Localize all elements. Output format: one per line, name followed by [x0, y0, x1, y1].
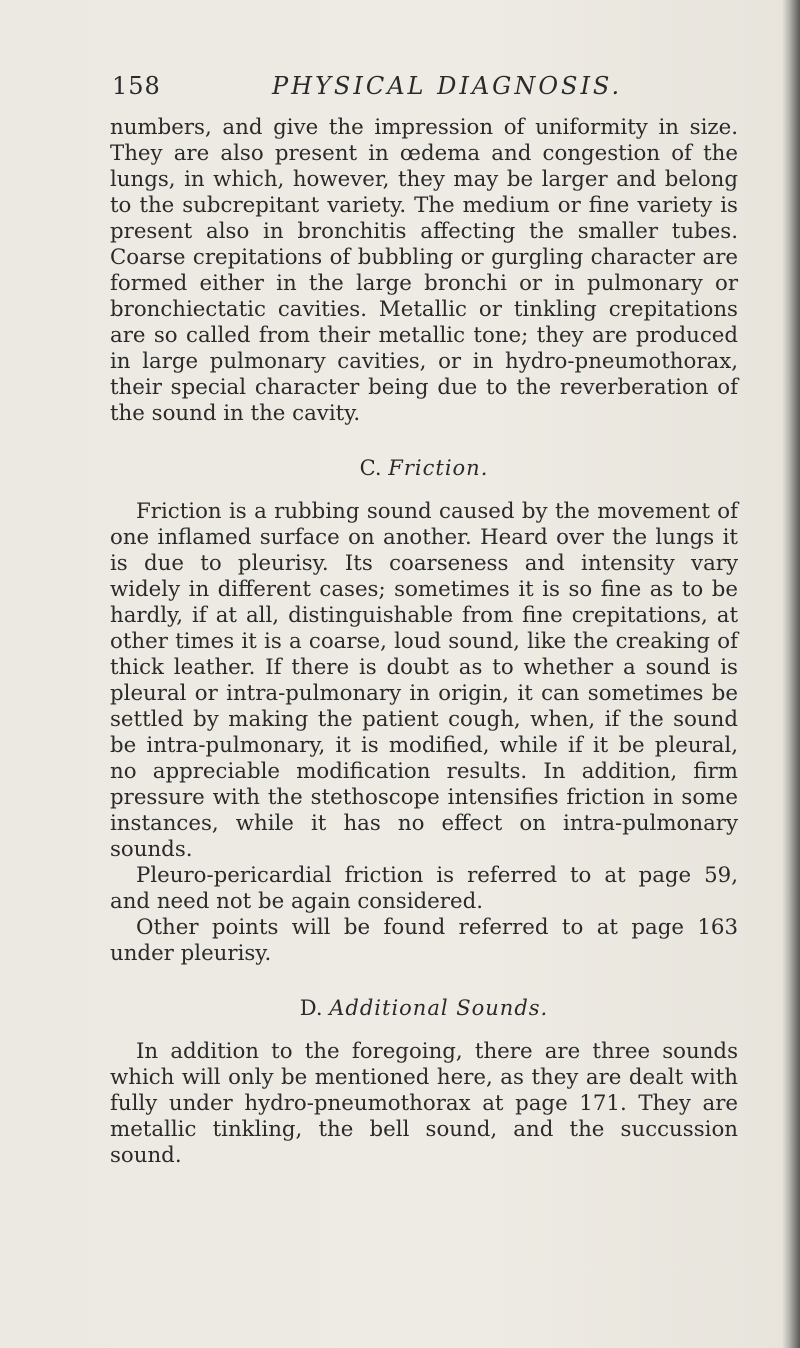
- paragraph: In addition to the foregoing, there are three sounds which will only be mentioned here, as they are dealt with fully under hydro-pneumothorax at page 171. They are metallic tinkling, the bell sound, and the succussion sound.: [110, 1039, 738, 1168]
- paragraph: Friction is a rubbing sound caused by the movement of one inflamed surface on another. Heard over the lungs it is due to pleurisy. Its coarseness and intensity vary widely in different cases; sometimes it is so fine as to be hardly, if at all, distinguishable from fine crepitations, at other times it is a coarse, loud sound, like the creaking of thick leather. If there is doubt as to whether a sound is pleural or intra-pulmonary in origin, it can sometimes be settled by making the patient cough, when, if the sound be intra-pulmonary, it is modified, while if it be pleural, no appreciable modification results. In addition, firm pressure with the stethoscope intensifies friction in some instances, while it has no effect on intra-pulmonary sounds.: [110, 499, 738, 862]
- section-letter: D.: [299, 996, 323, 1020]
- section-letter: C.: [359, 456, 382, 480]
- section-heading-friction: [110, 455, 738, 481]
- paragraph: Pleuro-pericardial friction is referred to at page 59, and need not be again considered.: [110, 863, 738, 914]
- opening-paragraph: numbers, and give the impression of uniformity in size. They are also present in œdema and congestion of the lungs, in which, however, they may be larger and belong to the subcrepitant variety. The medium or fine variety is present also in bronchitis affecting the smaller tubes. Coarse crepitations of bubbling or gurgling character are formed either in the large bronchi or in pulmonary or bronchiectatic cavities. Metallic or tinkling crepitations are so called from their metallic tone; they are produced in large pulmonary cavities, or in hydro-pneumothorax, their special character being due to the reverberation of the sound in the cavity.: [110, 115, 738, 426]
- text-block: [110, 115, 738, 1169]
- section-title: Friction.: [388, 456, 489, 480]
- paragraph: Other points will be found referred to at page 163 under pleurisy.: [110, 915, 738, 966]
- running-head: [112, 72, 752, 112]
- page-header-title: PHYSICAL DIAGNOSIS.: [272, 72, 623, 100]
- section-heading-additional-sounds: [110, 995, 738, 1021]
- page-edge-shadow: [782, 0, 800, 1348]
- page-number: 158: [112, 72, 161, 100]
- section-title: Additional Sounds.: [329, 996, 549, 1020]
